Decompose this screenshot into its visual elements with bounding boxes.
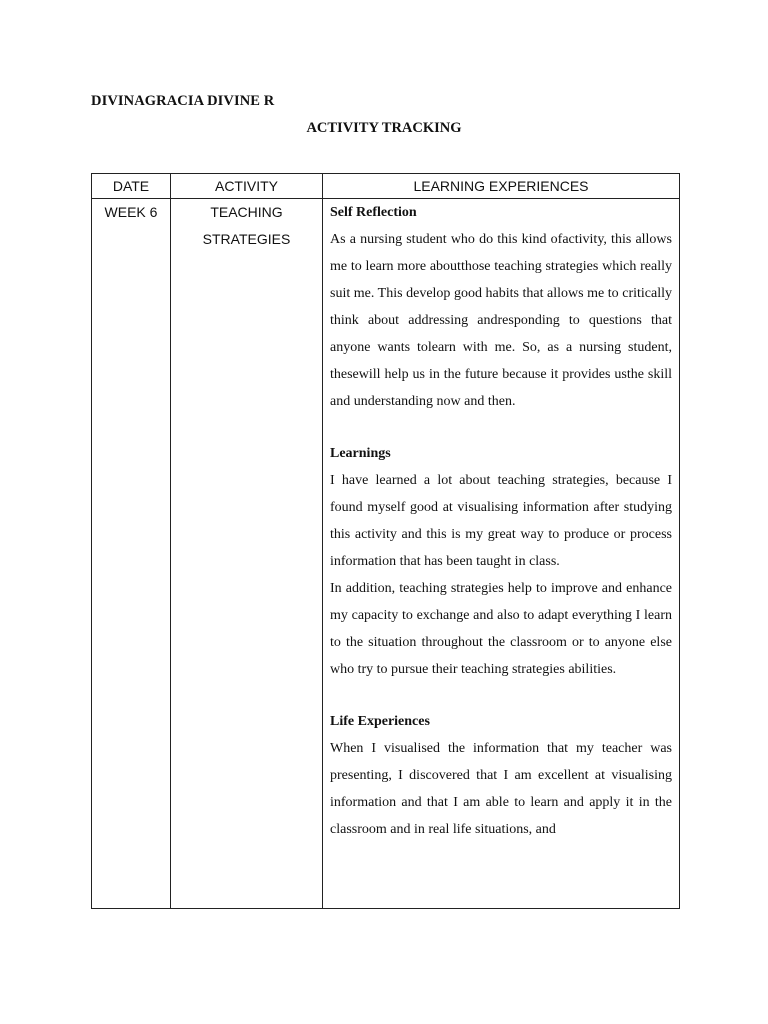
learnings-heading: Learnings	[330, 446, 391, 461]
activity-cell	[171, 199, 323, 909]
table-row	[92, 199, 680, 909]
self-reflection-text: As a nursing student who do this kind ofactivity, this allows me to learn more aboutthose teaching strategies which really suit me. This develop good habits that allows me to critically think about addressing andresponding to questions that anyone wants tolearn with me. So, as a nursing student, thesewill help us in the future because it provides usthe skill and understanding now and then.	[330, 232, 672, 409]
table-header-row	[92, 174, 680, 199]
column-header-learning-experiences: LEARNING EXPERIENCES	[323, 174, 680, 199]
activity-line-2: STRATEGIES	[202, 231, 291, 247]
activity-table	[91, 173, 680, 909]
section-spacer	[330, 683, 672, 708]
date-value: WEEK 6	[104, 204, 158, 220]
learnings-text-2: In addition, teaching strategies help to improve and enhance my capacity to exchange and also to adapt everything I learn to the situation throughout the classroom or to anyone else who try to pursue their teaching strategies abilities.	[330, 581, 672, 677]
self-reflection-heading: Self Reflection	[330, 205, 417, 220]
section-spacer	[330, 415, 672, 440]
life-experiences-text: When I visualised the information that my teacher was presenting, I discovered that I am excellent at visualising information and that I am able to learn and apply it in the classroom and in real life situations, and	[330, 741, 672, 837]
column-header-activity: ACTIVITY	[171, 174, 323, 199]
column-header-date: DATE	[92, 174, 171, 199]
learning-experiences-cell	[323, 199, 680, 909]
date-cell	[92, 199, 171, 909]
activity-line-1: TEACHING	[210, 204, 283, 220]
life-experiences-heading: Life Experiences	[330, 714, 430, 729]
author-name: DIVINAGRACIA DIVINE R	[91, 93, 275, 109]
learning-experiences-content	[330, 199, 672, 908]
learnings-text-1: I have learned a lot about teaching strategies, because I found myself good at visualising information after studying this activity and this is my great way to produce or process information that has been taught in class.	[330, 473, 672, 569]
document-title: ACTIVITY TRACKING	[306, 120, 462, 136]
